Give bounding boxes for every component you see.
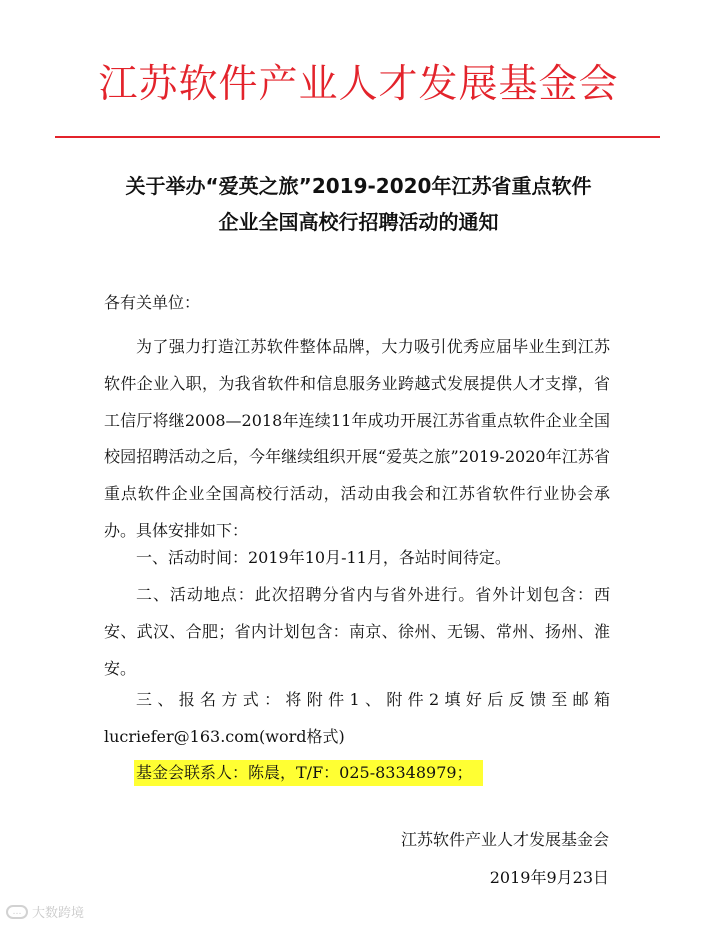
watermark [6,902,84,921]
signature-date: 2019年9月23日 [489,868,609,887]
signup-method-item: 三、报名方式：将附件1、附件2填好后反馈至邮箱lucriefer@163.com(word格式) [104,690,610,746]
watermark-text: 大数跨境 [32,906,85,921]
chat-bubble-icon: … [6,905,28,919]
activity-location-item: 二、活动地点：此次招聘分省内与省外进行。省外计划包含：西安、武汉、合肥；省内计划包含：南京、徐州、无锡、常州、扬州、淮安。 [104,585,610,678]
organization-title: 江苏软件产业人才发展基金会 [98,62,619,107]
activity-time-item: 一、活动时间：2019年10月-11月，各站时间待定。 [136,548,511,567]
intro-paragraph: 为了强力打造江苏软件整体品牌，大力吸引优秀应届毕业生到江苏软件企业入职，为我省软件和信息服务业跨越式发展提供人才支撑，省工信厅将继2008—2018年连续11年成功开展江苏省重点软件企业全国校园招聘活动之后，今年继续组织开展“爱英之旅”2019-2020年江苏省重点软件企业全国高校行活动，活动由我会和江苏省软件行业协会承办。具体安排如下： [104,337,610,540]
salutation: 各有关单位： [104,293,201,312]
notice-title [60,168,657,240]
header-divider [55,136,660,138]
notice-title-line-1: 关于举办“爱英之旅”2019-2020年江苏省重点软件 [125,174,592,198]
signature-organization: 江苏软件产业人才发展基金会 [400,830,609,849]
contact-highlight: 基金会联系人：陈晨，T/F：025-83348979； [134,760,483,786]
notice-title-line-2: 企业全国高校行招聘活动的通知 [218,210,499,234]
